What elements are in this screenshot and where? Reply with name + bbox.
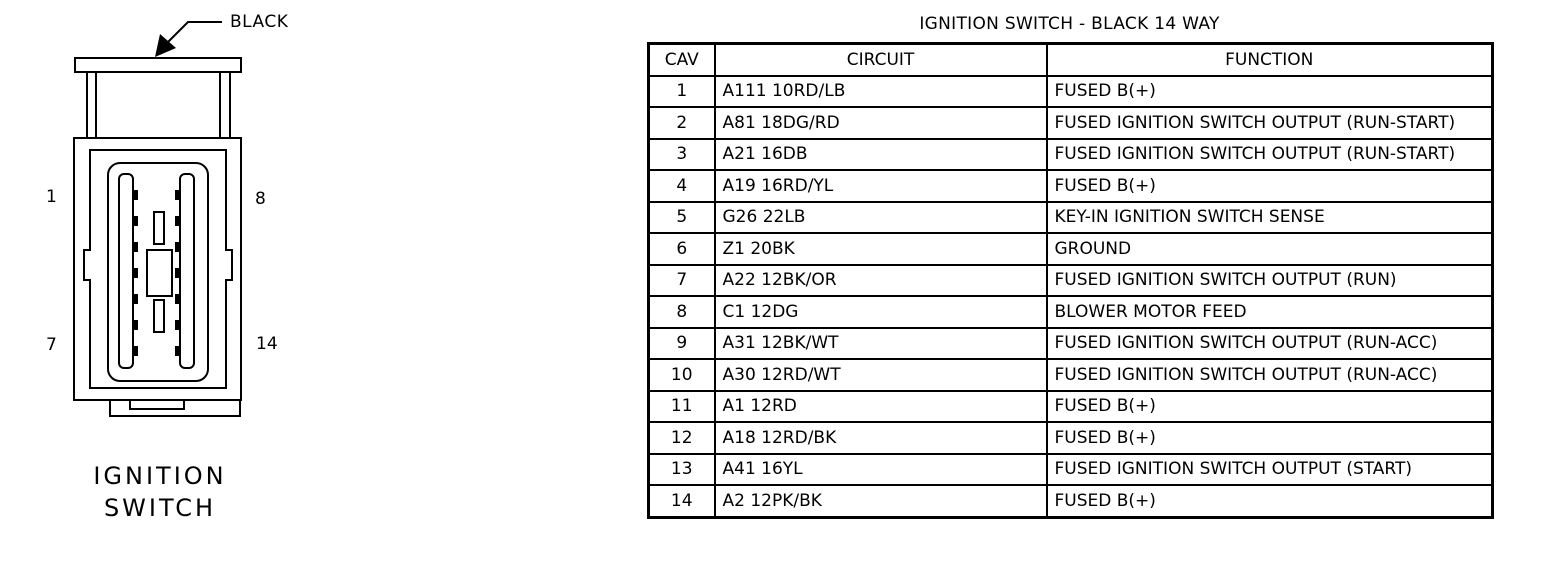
table-row [649,454,1493,486]
table-title: IGNITION SWITCH - BLACK 14 WAY [919,14,1220,34]
cell-circuit: C1 12DG [715,296,1047,328]
connector-color-label: BLACK [230,12,289,32]
cell-circuit: A19 16RD/YL [715,170,1047,202]
cell-function: FUSED IGNITION SWITCH OUTPUT (RUN) [1047,265,1493,297]
terminal-column-right [180,174,194,368]
table-row [649,233,1493,265]
table-row [649,296,1493,328]
caption-line-1: IGNITION [93,462,227,490]
cell-cav: 6 [649,233,715,265]
table-row [649,265,1493,297]
cell-function: FUSED IGNITION SWITCH OUTPUT (START) [1047,454,1493,486]
cell-circuit: A18 12RD/BK [715,422,1047,454]
table-row [649,139,1493,171]
cell-cav: 7 [649,265,715,297]
cell-cav: 1 [649,76,715,108]
table-row [649,328,1493,360]
cell-cav: 9 [649,328,715,360]
table-row [649,422,1493,454]
table-row [649,391,1493,423]
table-row [649,76,1493,108]
cell-cav: 3 [649,139,715,171]
cell-cav: 4 [649,170,715,202]
center-key-bottom [154,300,164,332]
pinout-table [647,42,1494,519]
connector-top-cap [75,58,241,72]
cell-function: KEY-IN IGNITION SWITCH SENSE [1047,202,1493,234]
table-row [649,202,1493,234]
cell-function: FUSED IGNITION SWITCH OUTPUT (RUN-START) [1047,139,1493,171]
cell-circuit: Z1 20BK [715,233,1047,265]
table-row [649,170,1493,202]
cell-cav: 13 [649,454,715,486]
table-header-row [649,44,1493,76]
cell-function: FUSED IGNITION SWITCH OUTPUT (RUN-ACC) [1047,328,1493,360]
table-row [649,359,1493,391]
cell-function: FUSED IGNITION SWITCH OUTPUT (RUN-START) [1047,107,1493,139]
connector-housing [74,138,241,400]
connector-body [74,58,241,416]
cavity-label-top-left: 1 [46,187,57,207]
cell-cav: 12 [649,422,715,454]
cell-circuit: A111 10RD/LB [715,76,1047,108]
cell-function: FUSED IGNITION SWITCH OUTPUT (RUN-ACC) [1047,359,1493,391]
cavity-label-bottom-right: 14 [256,334,278,354]
cell-circuit: A1 12RD [715,391,1047,423]
center-key-top [154,212,164,244]
cell-circuit: A81 18DG/RD [715,107,1047,139]
cell-function: GROUND [1047,233,1493,265]
header-cav: CAV [649,44,715,76]
cell-cav: 14 [649,485,715,517]
cell-function: BLOWER MOTOR FEED [1047,296,1493,328]
cell-circuit: A41 16YL [715,454,1047,486]
cell-cav: 5 [649,202,715,234]
cell-cav: 2 [649,107,715,139]
black-leader-arrow [155,22,222,57]
cell-function: FUSED B(+) [1047,391,1493,423]
header-circuit: CIRCUIT [715,44,1047,76]
cell-cav: 8 [649,296,715,328]
cell-cav: 10 [649,359,715,391]
cavity-label-top-right: 8 [255,189,266,209]
center-key-middle [147,250,172,296]
terminal-column-left [119,174,133,368]
cell-circuit: G26 22LB [715,202,1047,234]
cell-cav: 11 [649,391,715,423]
cell-circuit: A2 12PK/BK [715,485,1047,517]
cavity-label-bottom-left: 7 [46,335,57,355]
cell-function: FUSED B(+) [1047,422,1493,454]
cell-function: FUSED B(+) [1047,170,1493,202]
caption-line-2: SWITCH [103,494,217,522]
header-function: FUNCTION [1047,44,1493,76]
cell-circuit: A22 12BK/OR [715,265,1047,297]
cell-function: FUSED B(+) [1047,76,1493,108]
cell-circuit: A30 12RD/WT [715,359,1047,391]
cell-circuit: A31 12BK/WT [715,328,1047,360]
table-row [649,485,1493,517]
connector-inner-frame [84,150,232,388]
connector-caption [60,460,260,524]
cell-circuit: A21 16DB [715,139,1047,171]
table-row [649,107,1493,139]
cell-function: FUSED B(+) [1047,485,1493,517]
